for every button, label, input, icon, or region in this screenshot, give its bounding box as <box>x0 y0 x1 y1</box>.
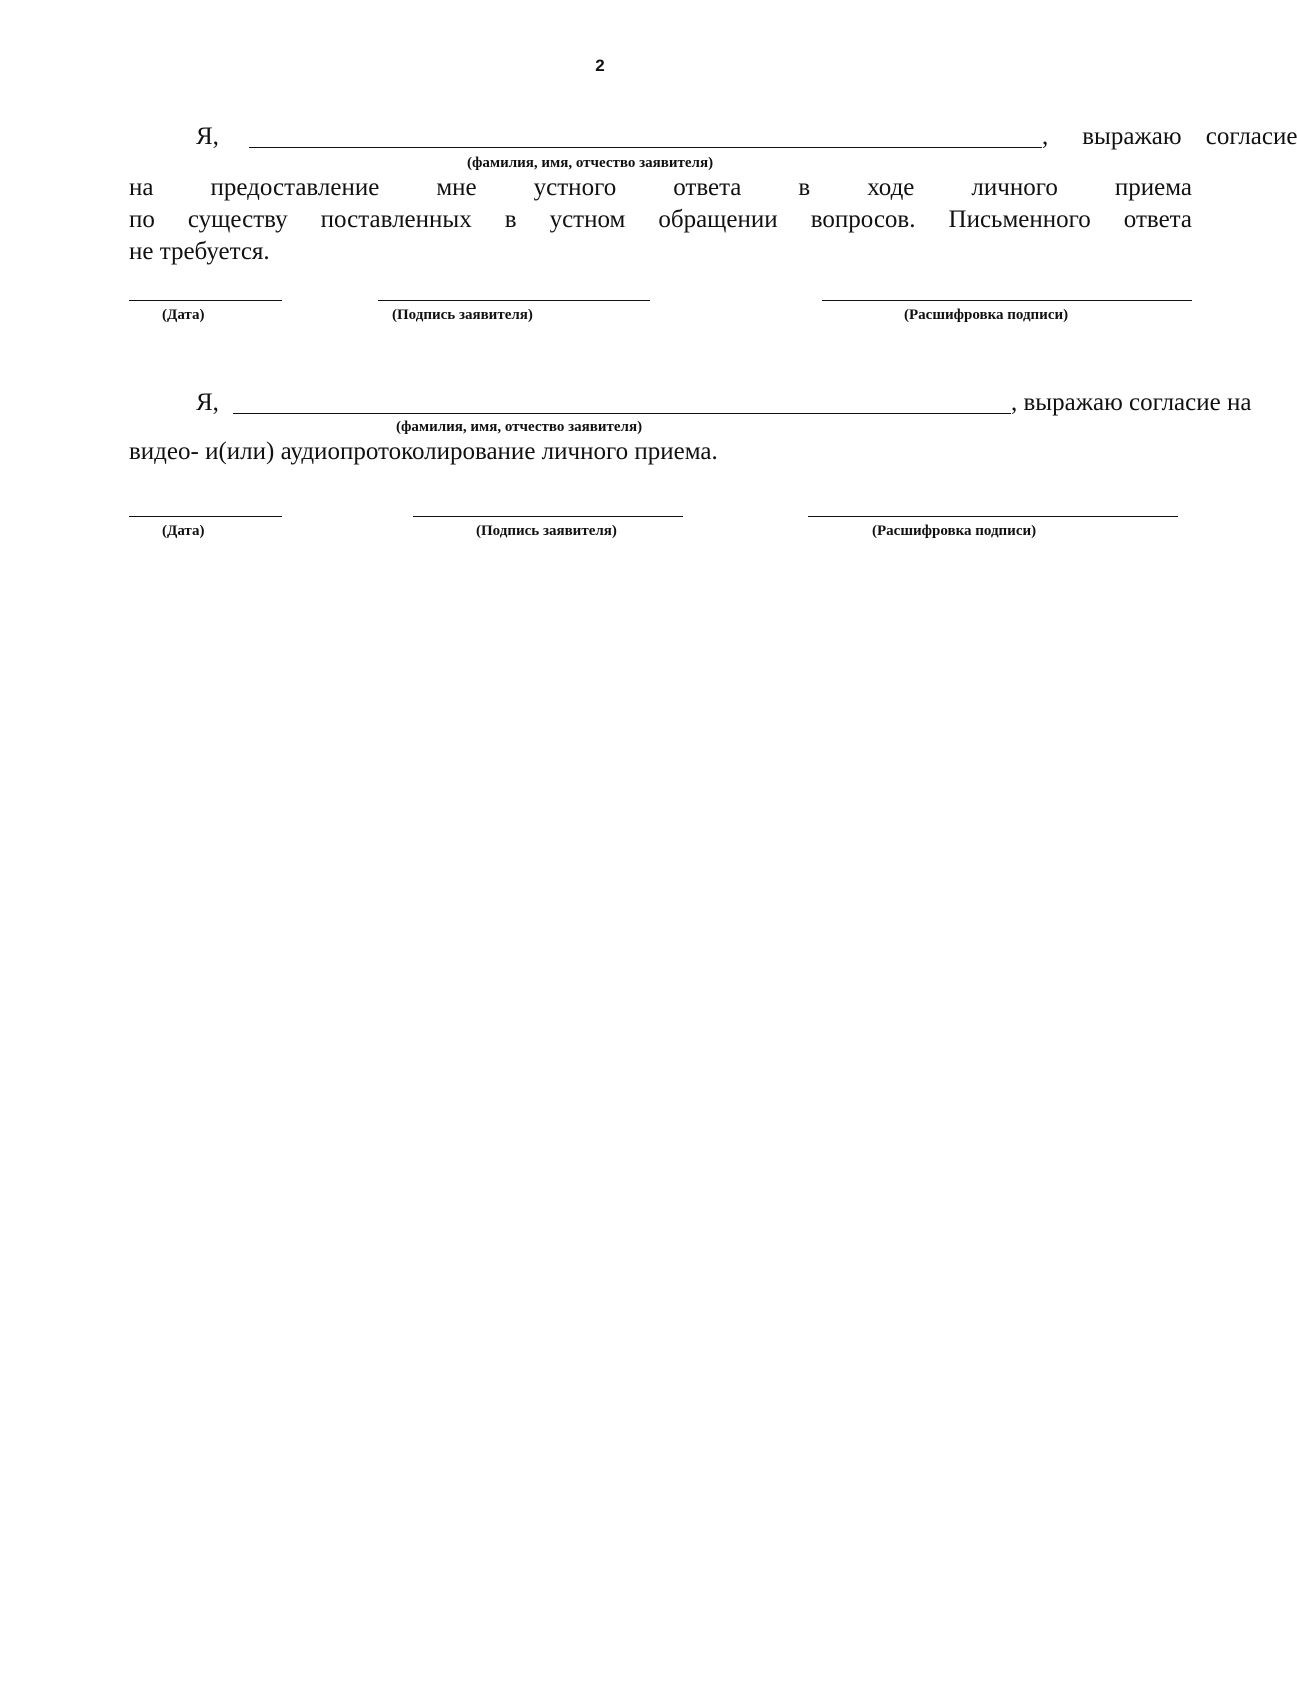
date-field[interactable] <box>129 516 282 540</box>
body-line: на предоставление мне устного ответа в ходе личного приема <box>129 174 1192 201</box>
pronoun: Я, <box>196 123 219 150</box>
transcript-caption: (Расшифровка подписи) <box>872 523 1037 539</box>
name-caption <box>129 418 1192 436</box>
signature-line <box>413 516 683 517</box>
pronoun: Я, <box>196 389 219 416</box>
signature-caption: (Подпись заявителя) <box>392 307 533 323</box>
name-caption-text: (фамилия, имя, отчество заявителя) <box>467 155 714 171</box>
consent-phrase <box>1042 122 1297 152</box>
name-caption <box>129 154 1192 172</box>
page-number: 2 <box>595 56 605 75</box>
signature-row-oral-answer <box>129 300 1192 340</box>
date-caption: (Дата) <box>162 523 205 539</box>
consent-body-text <box>129 172 1192 268</box>
applicant-name-blank[interactable] <box>233 413 1011 414</box>
consent-oral-answer <box>129 122 1297 268</box>
date-line <box>129 300 282 301</box>
consent-phrase-text: выражаю согласие <box>1082 123 1297 150</box>
body-line: не требуется. <box>129 238 270 265</box>
transcript-caption: (Расшифровка подписи) <box>904 307 1069 323</box>
transcript-line <box>808 516 1178 517</box>
name-line <box>129 122 1297 152</box>
comma: , <box>1042 123 1049 150</box>
signature-field[interactable] <box>378 300 650 324</box>
signature-field[interactable] <box>413 516 683 540</box>
date-field[interactable] <box>129 300 282 324</box>
consent-recording <box>129 388 1252 468</box>
date-line <box>129 516 282 517</box>
signature-line <box>378 300 650 301</box>
signature-caption: (Подпись заявителя) <box>476 523 617 539</box>
transcript-line <box>822 300 1192 301</box>
body-line: видео- и(или) аудиопротоколирование личного приема. <box>129 438 718 465</box>
date-caption: (Дата) <box>162 307 205 323</box>
signature-row-recording <box>129 516 1192 556</box>
transcript-field[interactable] <box>822 300 1192 324</box>
consent-phrase: , выражаю согласие на <box>1011 389 1252 416</box>
applicant-name-blank[interactable] <box>249 147 1042 148</box>
name-caption-text: (фамилия, имя, отчество заявителя) <box>396 419 643 435</box>
transcript-field[interactable] <box>808 516 1178 540</box>
consent-body-text <box>129 436 1192 468</box>
name-line <box>129 388 1252 418</box>
body-line: по существу поставленных в устном обращении вопросов. Письменного ответа <box>129 206 1192 233</box>
